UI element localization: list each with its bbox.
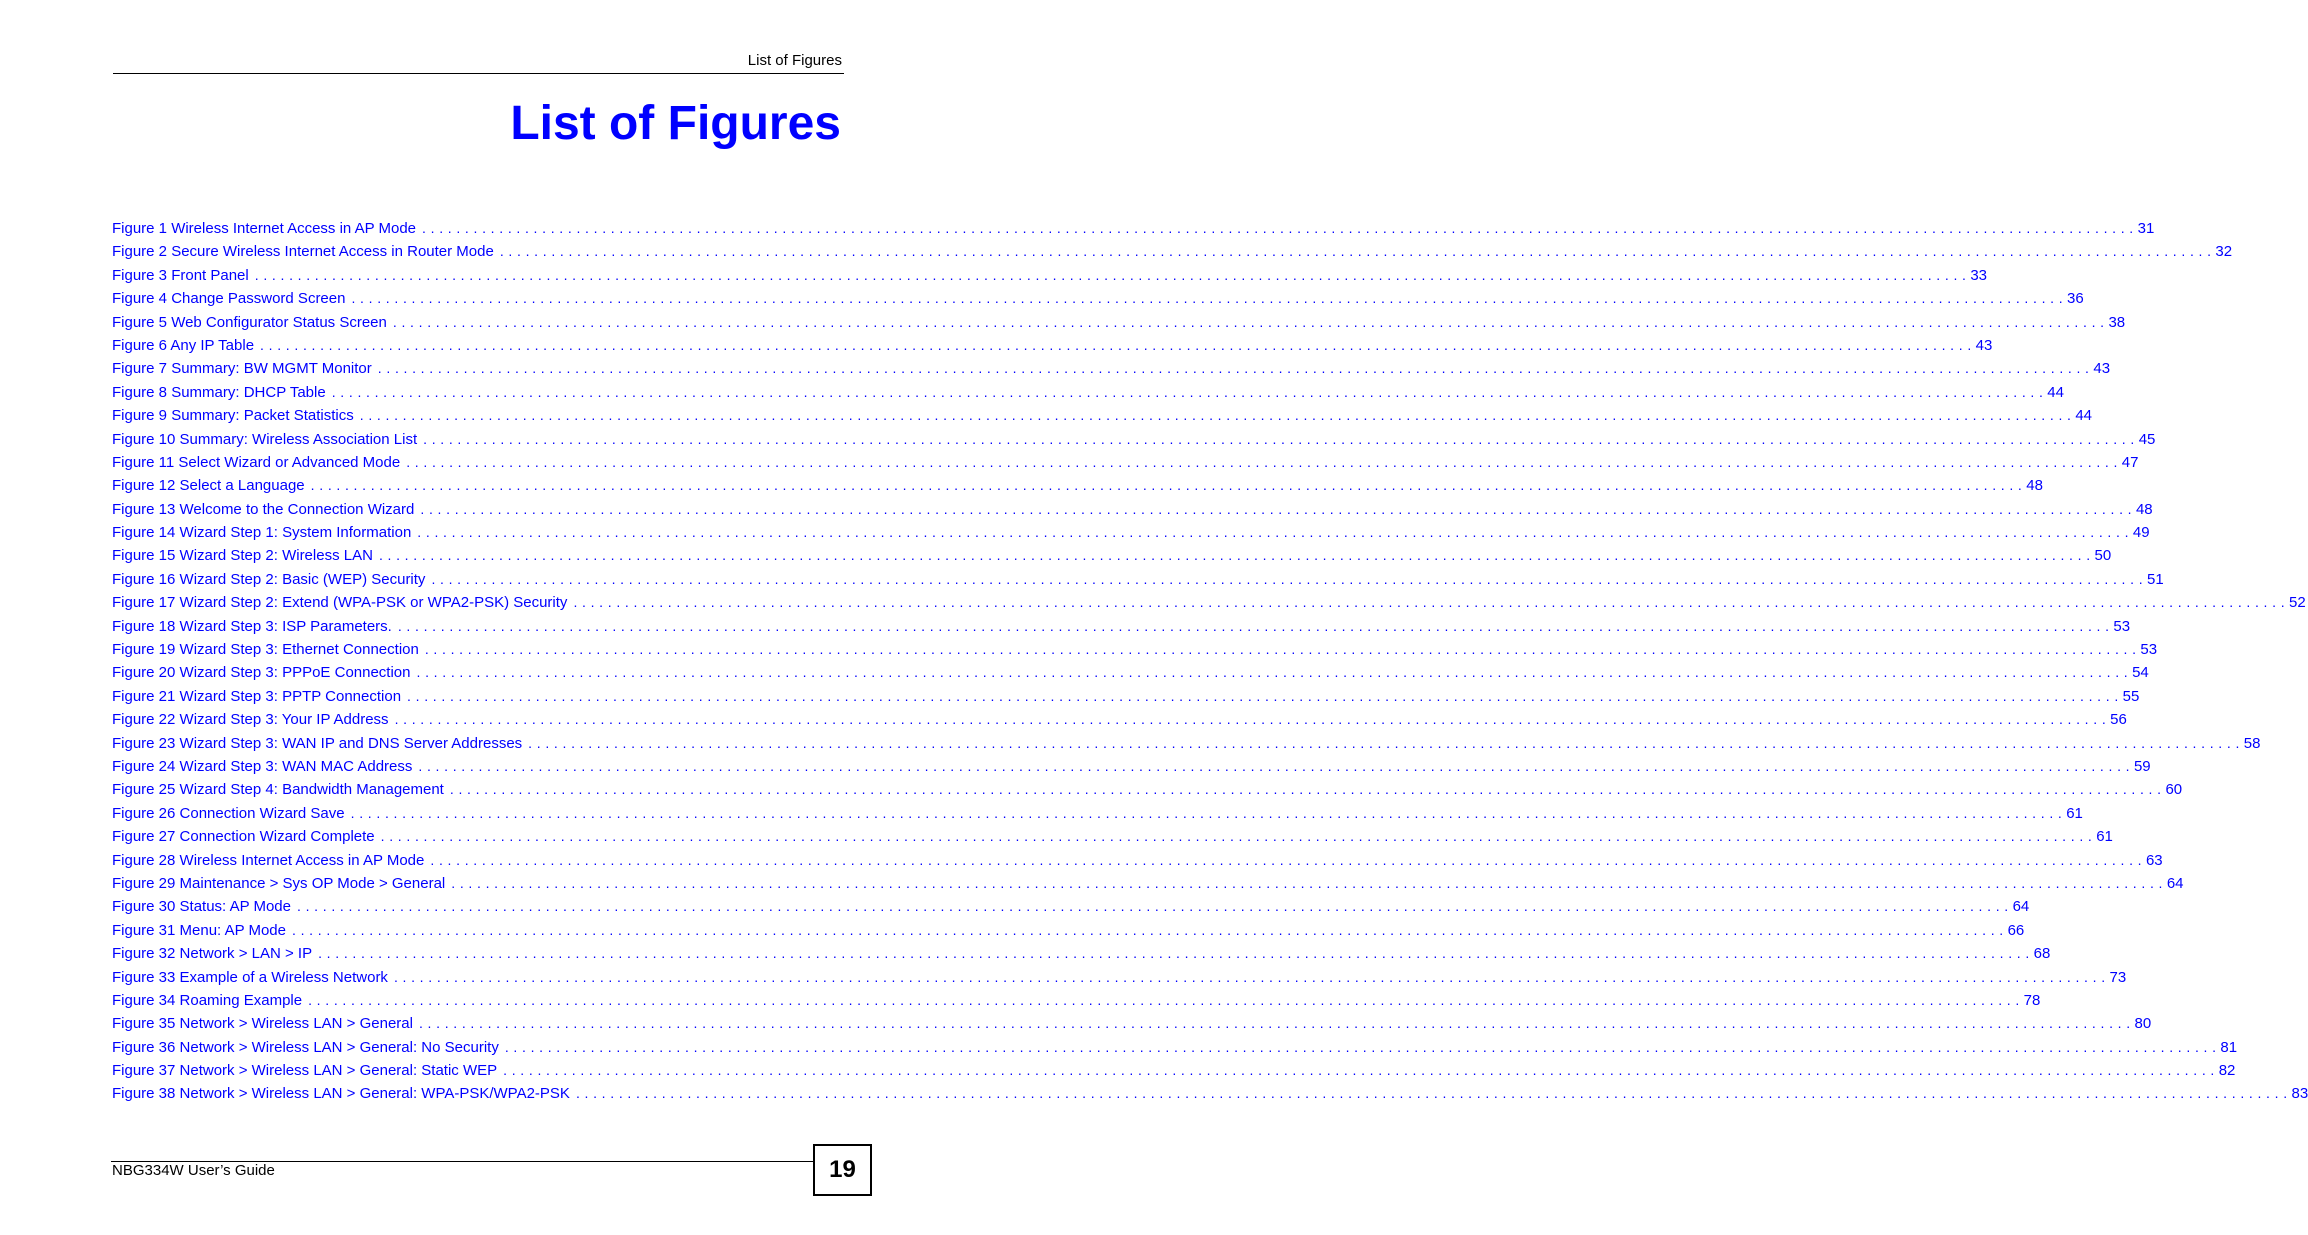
dot-leader: . . . . . . . . . . . . . . . . . . . . . . . . . . . . . . . . . . . . . . . . . . . . . . . . . . . . . . . . . . . . . . . . . . . . . . . . . . . . . . . . . . . . . . . . . . . . . . . . . . . . . . . . . . . . . . . . . . . . . . . . . . . . . . . . . . . . . . . . . . . . . . . . . . . . . . . . . . . . . . . . . . . . . . . . . . . . . . . . . . . . . . . . . . . . . . . . . . . . . . . .: [431, 570, 2144, 587]
dot-leader: . . . . . . . . . . . . . . . . . . . . . . . . . . . . . . . . . . . . . . . . . . . . . . . . . . . . . . . . . . . . . . . . . . . . . . . . . . . . . . . . . . . . . . . . . . . . . . . . . . . . . . . . . . . . . . . . . . . . . . . . . . . . . . . . . . . . . . . . . . . . . . . . . . . . . . . . . . . . . . . . . . . . . . . . . . . . . . . . . . . . . . . . . . . . . . . . . . . . . . . .: [418, 1015, 2131, 1032]
dot-leader: . . . . . . . . . . . . . . . . . . . . . . . . . . . . . . . . . . . . . . . . . . . . . . . . . . . . . . . . . . . . . . . . . . . . . . . . . . . . . . . . . . . . . . . . . . . . . . . . . . . . . . . . . . . . . . . . . . . . . . . . . . . . . . . . . . . . . . . . . . . . . . . . . . . . . . . . . . . . . . . . . . . . . . . . . . . . . . . . . . . . . . . . . . . . . . . . . . . . . . . .: [423, 430, 2135, 447]
figure-title-link[interactable]: Figure 7 Summary: BW MGMT Monitor: [112, 360, 372, 378]
figure-title-link[interactable]: Figure 5 Web Configurator Status Screen: [112, 313, 387, 331]
figure-list-item[interactable]: [112, 850, 2163, 873]
dot-leader: . . . . . . . . . . . . . . . . . . . . . . . . . . . . . . . . . . . . . . . . . . . . . . . . . . . . . . . . . . . . . . . . . . . . . . . . . . . . . . . . . . . . . . . . . . . . . . . . . . . . . . . . . . . . . . . . . . . . . . . . . . . . . . . . . . . . . . . . . . . . . . . . . . . . . . . . . . . . . . . . . . . . . . . . . . . . . . . . . . . . . . . . . . . . . . . . . . . . . . . .: [292, 921, 2004, 938]
figure-list-item[interactable]: [112, 1013, 2152, 1036]
figure-title-link[interactable]: Figure 29 Maintenance > Sys OP Mode > General: [112, 874, 446, 892]
figure-list-item[interactable]: [112, 288, 2084, 311]
figure-list-item[interactable]: [112, 639, 2158, 662]
figure-title-link[interactable]: Figure 15 Wizard Step 2: Wireless LAN: [112, 547, 373, 565]
figure-title-link[interactable]: Figure 19 Wizard Step 3: Ethernet Connection: [112, 641, 419, 659]
figure-title-link[interactable]: Figure 4 Change Password Screen: [112, 290, 346, 308]
figure-list-item[interactable]: [112, 756, 2151, 779]
figure-list-item[interactable]: [112, 896, 2030, 919]
figure-title-link[interactable]: Figure 32 Network > LAN > IP: [112, 945, 313, 963]
figure-list-item[interactable]: [112, 967, 2127, 990]
figure-page-number[interactable]: 43: [1975, 336, 1993, 354]
dot-leader: . . . . . . . . . . . . . . . . . . . . . . . . . . . . . . . . . . . . . . . . . . . . . . . . . . . . . . . . . . . . . . . . . . . . . . . . . . . . . . . . . . . . . . . . . . . . . . . . . . . . . . . . . . . . . . . . . . . . . . . . . . . . . . . . . . . . . . . . . . . . . . . . . . . . . . . . . . . . . . . . . . . . . . . . . . . . . . . . . . . . . . . . . . . . . . . . . . . . . . . .: [359, 407, 2072, 424]
figure-page-number[interactable]: 61: [2096, 828, 2113, 846]
figure-title-link[interactable]: Figure 6 Any IP Table: [112, 336, 255, 354]
dot-leader: . . . . . . . . . . . . . . . . . . . . . . . . . . . . . . . . . . . . . . . . . . . . . . . . . . . . . . . . . . . . . . . . . . . . . . . . . . . . . . . . . . . . . . . . . . . . . . . . . . . . . . . . . . . . . . . . . . . . . . . . . . . . . . . . . . . . . . . . . . . . . . . . . . . . . . . . . . . . . . . . . . . . . . . . . . . . . . . . . . . . . . . . . . . . . . . . . . . . . . . .: [380, 828, 2093, 845]
dot-leader: . . . . . . . . . . . . . . . . . . . . . . . . . . . . . . . . . . . . . . . . . . . . . . . . . . . . . . . . . . . . . . . . . . . . . . . . . . . . . . . . . . . . . . . . . . . . . . . . . . . . . . . . . . . . . . . . . . . . . . . . . . . . . . . . . . . . . . . . . . . . . . . . . . . . . . . . . . . . . . . . . . . . . . . . . . . . . . . . . . . . . . . . . . . . . . . . . . . . . . . .: [377, 360, 2090, 377]
dot-leader: . . . . . . . . . . . . . . . . . . . . . . . . . . . . . . . . . . . . . . . . . . . . . . . . . . . . . . . . . . . . . . . . . . . . . . . . . . . . . . . . . . . . . . . . . . . . . . . . . . . . . . . . . . . . . . . . . . . . . . . . . . . . . . . . . . . . . . . . . . . . . . . . . . . . . . . . . . . . . . . . . . . . . . . . . . . . . . . . . . . . . . . . . . . . . . . . . . . . . . . .: [573, 594, 2286, 611]
figure-list-item[interactable]: [112, 382, 2064, 405]
figure-title-link[interactable]: Figure 21 Wizard Step 3: PPTP Connection: [112, 687, 402, 705]
figure-title-link[interactable]: Figure 26 Connection Wizard Save: [112, 804, 345, 822]
page-number-box: [813, 1144, 872, 1196]
figure-title-link[interactable]: Figure 18 Wizard Step 3: ISP Parameters.: [112, 617, 392, 635]
dot-leader: . . . . . . . . . . . . . . . . . . . . . . . . . . . . . . . . . . . . . . . . . . . . . . . . . . . . . . . . . . . . . . . . . . . . . . . . . . . . . . . . . . . . . . . . . . . . . . . . . . . . . . . . . . . . . . . . . . . . . . . . . . . . . . . . . . . . . . . . . . . . . . . . . . . . . . . . . . . . . . . . . . . . . . . . . . . . . . . . . . . . . . . . . . . . . . . . . . . . . . . .: [417, 524, 2129, 541]
figure-title-link[interactable]: Figure 22 Wizard Step 3: Your IP Address: [112, 711, 389, 729]
figure-title-link[interactable]: Figure 11 Select Wizard or Advanced Mode: [112, 453, 401, 471]
dot-leader: . . . . . . . . . . . . . . . . . . . . . . . . . . . . . . . . . . . . . . . . . . . . . . . . . . . . . . . . . . . . . . . . . . . . . . . . . . . . . . . . . . . . . . . . . . . . . . . . . . . . . . . . . . . . . . . . . . . . . . . . . . . . . . . . . . . . . . . . . . . . . . . . . . . . . . . . . . . . . . . . . . . . . . . . . . . . . . . . . . . . . . . . . . . . . . . . . . . . . . . .: [394, 711, 2107, 728]
page-title: List of Figures: [510, 97, 841, 150]
figure-page-number[interactable]: 56: [2110, 711, 2127, 729]
figure-page-number[interactable]: 54: [2132, 664, 2149, 682]
figure-title-link[interactable]: Figure 3 Front Panel: [112, 266, 249, 284]
figure-list-item[interactable]: [112, 218, 2155, 241]
figure-title-link[interactable]: Figure 38 Network > Wireless LAN > General: WPA-PSK/WPA2-PSK: [112, 1085, 570, 1103]
figure-page-number[interactable]: 36: [2067, 290, 2084, 308]
figure-title-link[interactable]: Figure 12 Select a Language: [112, 477, 305, 495]
figure-list-item[interactable]: [112, 733, 2261, 756]
figure-list-item[interactable]: [112, 779, 2183, 802]
dot-leader: . . . . . . . . . . . . . . . . . . . . . . . . . . . . . . . . . . . . . . . . . . . . . . . . . . . . . . . . . . . . . . . . . . . . . . . . . . . . . . . . . . . . . . . . . . . . . . . . . . . . . . . . . . . . . . . . . . . . . . . . . . . . . . . . . . . . . . . . . . . . . . . . . . . . . . . . . . . . . . . . . . . . . . . . . . . . . . . . . . . . . . . . . . . . . . . . . . . . . . . .: [350, 804, 2063, 821]
figure-list-item[interactable]: [112, 545, 2112, 568]
figure-title-link[interactable]: Figure 16 Wizard Step 2: Basic (WEP) Security: [112, 570, 426, 588]
dot-leader: . . . . . . . . . . . . . . . . . . . . . . . . . . . . . . . . . . . . . . . . . . . . . . . . . . . . . . . . . . . . . . . . . . . . . . . . . . . . . . . . . . . . . . . . . . . . . . . . . . . . . . . . . . . . . . . . . . . . . . . . . . . . . . . . . . . . . . . . . . . . . . . . . . . . . . . . . . . . . . . . . . . . . . . . . . . . . . . . . . . . . . . . . . . . . . . . . . . . . . . .: [254, 266, 1967, 283]
figure-page-number[interactable]: 64: [2012, 898, 2030, 916]
figure-list-item[interactable]: [112, 569, 2164, 592]
figure-page-number[interactable]: 83: [2291, 1085, 2308, 1103]
figure-list-item[interactable]: [112, 358, 2111, 381]
figure-list-item[interactable]: [112, 452, 2139, 475]
figure-page-number[interactable]: 55: [2122, 687, 2140, 705]
dot-leader: . . . . . . . . . . . . . . . . . . . . . . . . . . . . . . . . . . . . . . . . . . . . . . . . . . . . . . . . . . . . . . . . . . . . . . . . . . . . . . . . . . . . . . . . . . . . . . . . . . . . . . . . . . . . . . . . . . . . . . . . . . . . . . . . . . . . . . . . . . . . . . . . . . . . . . . . . . . . . . . . . . . . . . . . . . . . . . . . . . . . . . . . . . . . . . . . . . . . . . . .: [499, 243, 2212, 260]
dot-leader: . . . . . . . . . . . . . . . . . . . . . . . . . . . . . . . . . . . . . . . . . . . . . . . . . . . . . . . . . . . . . . . . . . . . . . . . . . . . . . . . . . . . . . . . . . . . . . . . . . . . . . . . . . . . . . . . . . . . . . . . . . . . . . . . . . . . . . . . . . . . . . . . . . . . . . . . . . . . . . . . . . . . . . . . . . . . . . . . . . . . . . . . . . . . . . . . . . . . . . . .: [397, 617, 2110, 634]
figure-page-number[interactable]: 44: [2047, 383, 2064, 401]
figure-list-item[interactable]: [112, 686, 2140, 709]
dot-leader: . . . . . . . . . . . . . . . . . . . . . . . . . . . . . . . . . . . . . . . . . . . . . . . . . . . . . . . . . . . . . . . . . . . . . . . . . . . . . . . . . . . . . . . . . . . . . . . . . . . . . . . . . . . . . . . . . . . . . . . . . . . . . . . . . . . . . . . . . . . . . . . . . . . . . . . . . . . . . . . . . . . . . . . . . . . . . . . . . . . . . . . . . . . . . . . . . . . . . . . .: [351, 290, 2064, 307]
figure-title-link[interactable]: Figure 33 Example of a Wireless Network: [112, 968, 388, 986]
dot-leader: . . . . . . . . . . . . . . . . . . . . . . . . . . . . . . . . . . . . . . . . . . . . . . . . . . . . . . . . . . . . . . . . . . . . . . . . . . . . . . . . . . . . . . . . . . . . . . . . . . . . . . . . . . . . . . . . . . . . . . . . . . . . . . . . . . . . . . . . . . . . . . . . . . . . . . . . . . . . . . . . . . . . . . . . . . . . . . . . . . . . . . . . . . . . . . . . . . . . . . . .: [424, 641, 2137, 658]
figure-page-number[interactable]: 66: [2007, 921, 2025, 939]
figure-page-number[interactable]: 81: [2220, 1038, 2238, 1056]
dot-leader: . . . . . . . . . . . . . . . . . . . . . . . . . . . . . . . . . . . . . . . . . . . . . . . . . . . . . . . . . . . . . . . . . . . . . . . . . . . . . . . . . . . . . . . . . . . . . . . . . . . . . . . . . . . . . . . . . . . . . . . . . . . . . . . . . . . . . . . . . . . . . . . . . . . . . . . . . . . . . . . . . . . . . . . . . . . . . . . . . . . . . . . . . . . . . . . . . . . . . . . .: [260, 336, 1972, 353]
figure-page-number[interactable]: 63: [2145, 851, 2163, 869]
page-number: 19: [829, 1156, 856, 1183]
dot-leader: . . . . . . . . . . . . . . . . . . . . . . . . . . . . . . . . . . . . . . . . . . . . . . . . . . . . . . . . . . . . . . . . . . . . . . . . . . . . . . . . . . . . . . . . . . . . . . . . . . . . . . . . . . . . . . . . . . . . . . . . . . . . . . . . . . . . . . . . . . . . . . . . . . . . . . . . . . . . . . . . . . . . . . . . . . . . . . . . . . . . . . . . . . . . . . . . . . . . . . . .: [393, 968, 2106, 985]
dot-leader: . . . . . . . . . . . . . . . . . . . . . . . . . . . . . . . . . . . . . . . . . . . . . . . . . . . . . . . . . . . . . . . . . . . . . . . . . . . . . . . . . . . . . . . . . . . . . . . . . . . . . . . . . . . . . . . . . . . . . . . . . . . . . . . . . . . . . . . . . . . . . . . . . . . . . . . . . . . . . . . . . . . . . . . . . . . . . . . . . . . . . . . . . . . . . . . . . . . . . . . .: [310, 477, 2023, 494]
figure-list-item[interactable]: [112, 803, 2083, 826]
dot-leader: . . . . . . . . . . . . . . . . . . . . . . . . . . . . . . . . . . . . . . . . . . . . . . . . . . . . . . . . . . . . . . . . . . . . . . . . . . . . . . . . . . . . . . . . . . . . . . . . . . . . . . . . . . . . . . . . . . . . . . . . . . . . . . . . . . . . . . . . . . . . . . . . . . . . . . . . . . . . . . . . . . . . . . . . . . . . . . . . . . . . . . . . . . . . . . . . . . . . . . . .: [449, 781, 2162, 798]
figure-list-item[interactable]: [112, 522, 2150, 545]
figure-title-link[interactable]: Figure 31 Menu: AP Mode: [112, 921, 286, 939]
figure-list-item[interactable]: [112, 920, 2025, 943]
figure-list-item[interactable]: [112, 312, 2126, 335]
figure-page-number[interactable]: 48: [2135, 500, 2153, 518]
figure-page-number[interactable]: 48: [2026, 477, 2043, 495]
figure-list-item[interactable]: [112, 709, 2127, 732]
figure-list-item[interactable]: [112, 335, 1993, 358]
figure-list-item[interactable]: [112, 873, 2184, 896]
figure-title-link[interactable]: Figure 10 Summary: Wireless Association List: [112, 430, 418, 448]
figure-title-link[interactable]: Figure 28 Wireless Internet Access in AP Mode: [112, 851, 425, 869]
figure-page-number[interactable]: 60: [2165, 781, 2183, 799]
figure-page-number[interactable]: 82: [2218, 1062, 2236, 1080]
figure-title-link[interactable]: Figure 36 Network > Wireless LAN > General: No Security: [112, 1038, 499, 1056]
figure-list-item[interactable]: [112, 826, 2113, 849]
figure-page-number[interactable]: 51: [2147, 570, 2164, 588]
figure-page-number[interactable]: 33: [1970, 266, 1988, 284]
dot-leader: . . . . . . . . . . . . . . . . . . . . . . . . . . . . . . . . . . . . . . . . . . . . . . . . . . . . . . . . . . . . . . . . . . . . . . . . . . . . . . . . . . . . . . . . . . . . . . . . . . . . . . . . . . . . . . . . . . . . . . . . . . . . . . . . . . . . . . . . . . . . . . . . . . . . . . . . . . . . . . . . . . . . . . . . . . . . . . . . . . . . . . . . . . . . . . . . . . . . . . . .: [422, 220, 2134, 236]
figure-title-link[interactable]: Figure 17 Wizard Step 2: Extend (WPA-PSK or WPA2-PSK) Security: [112, 594, 568, 612]
figure-title-link[interactable]: Figure 9 Summary: Packet Statistics: [112, 407, 354, 425]
figure-page-number[interactable]: 43: [2093, 360, 2111, 378]
footer-guide-name: NBG334W User’s Guide: [112, 1162, 275, 1179]
figure-list-item[interactable]: [112, 1083, 2308, 1106]
figure-list-item[interactable]: [112, 265, 1988, 288]
figure-title-link[interactable]: Figure 23 Wizard Step 3: WAN IP and DNS Server Addresses: [112, 734, 523, 752]
figure-page-number[interactable]: 44: [2075, 407, 2093, 425]
figure-list: [112, 218, 2308, 1107]
figure-title-link[interactable]: Figure 20 Wizard Step 3: PPPoE Connection: [112, 664, 411, 682]
figure-page-number[interactable]: 73: [2109, 968, 2127, 986]
figure-title-link[interactable]: Figure 13 Welcome to the Connection Wizard: [112, 500, 415, 518]
dot-leader: . . . . . . . . . . . . . . . . . . . . . . . . . . . . . . . . . . . . . . . . . . . . . . . . . . . . . . . . . . . . . . . . . . . . . . . . . . . . . . . . . . . . . . . . . . . . . . . . . . . . . . . . . . . . . . . . . . . . . . . . . . . . . . . . . . . . . . . . . . . . . . . . . . . . . . . . . . . . . . . . . . . . . . . . . . . . . . . . . . . . . . . . . . . . . . . . . . . . . . . .: [430, 851, 2142, 868]
figure-list-item[interactable]: [112, 499, 2153, 522]
figure-title-link[interactable]: Figure 35 Network > Wireless LAN > General: [112, 1015, 413, 1033]
figure-list-item[interactable]: [112, 943, 2051, 966]
figure-page-number[interactable]: 64: [2166, 874, 2184, 892]
dot-leader: . . . . . . . . . . . . . . . . . . . . . . . . . . . . . . . . . . . . . . . . . . . . . . . . . . . . . . . . . . . . . . . . . . . . . . . . . . . . . . . . . . . . . . . . . . . . . . . . . . . . . . . . . . . . . . . . . . . . . . . . . . . . . . . . . . . . . . . . . . . . . . . . . . . . . . . . . . . . . . . . . . . . . . . . . . . . . . . . . . . . . . . . . . . . . . . . . . . . . . . .: [575, 1085, 2288, 1102]
figure-title-link[interactable]: Figure 34 Roaming Example: [112, 991, 303, 1009]
figure-page-number[interactable]: 61: [2066, 804, 2083, 822]
dot-leader: . . . . . . . . . . . . . . . . . . . . . . . . . . . . . . . . . . . . . . . . . . . . . . . . . . . . . . . . . . . . . . . . . . . . . . . . . . . . . . . . . . . . . . . . . . . . . . . . . . . . . . . . . . . . . . . . . . . . . . . . . . . . . . . . . . . . . . . . . . . . . . . . . . . . . . . . . . . . . . . . . . . . . . . . . . . . . . . . . . . . . . . . . . . . . . . . . . . . . . . .: [308, 991, 2020, 1008]
dot-leader: . . . . . . . . . . . . . . . . . . . . . . . . . . . . . . . . . . . . . . . . . . . . . . . . . . . . . . . . . . . . . . . . . . . . . . . . . . . . . . . . . . . . . . . . . . . . . . . . . . . . . . . . . . . . . . . . . . . . . . . . . . . . . . . . . . . . . . . . . . . . . . . . . . . . . . . . . . . . . . . . . . . . . . . . . . . . . . . . . . . . . . . . . . . . . . . . . . . . . . . .: [407, 687, 2119, 704]
figure-title-link[interactable]: Figure 25 Wizard Step 4: Bandwidth Management: [112, 781, 444, 799]
figure-page-number[interactable]: 49: [2132, 524, 2150, 542]
figure-title-link[interactable]: Figure 27 Connection Wizard Complete: [112, 828, 375, 846]
dot-leader: . . . . . . . . . . . . . . . . . . . . . . . . . . . . . . . . . . . . . . . . . . . . . . . . . . . . . . . . . . . . . . . . . . . . . . . . . . . . . . . . . . . . . . . . . . . . . . . . . . . . . . . . . . . . . . . . . . . . . . . . . . . . . . . . . . . . . . . . . . . . . . . . . . . . . . . . . . . . . . . . . . . . . . . . . . . . . . . . . . . . . . . . . . . . . . . . . . . . . . . .: [451, 874, 2163, 891]
figure-list-item[interactable]: [112, 662, 2149, 685]
figure-page-number[interactable]: 78: [2023, 991, 2041, 1009]
figure-title-link[interactable]: Figure 14 Wizard Step 1: System Information: [112, 524, 412, 542]
figure-page-number[interactable]: 47: [2121, 453, 2139, 471]
dot-leader: . . . . . . . . . . . . . . . . . . . . . . . . . . . . . . . . . . . . . . . . . . . . . . . . . . . . . . . . . . . . . . . . . . . . . . . . . . . . . . . . . . . . . . . . . . . . . . . . . . . . . . . . . . . . . . . . . . . . . . . . . . . . . . . . . . . . . . . . . . . . . . . . . . . . . . . . . . . . . . . . . . . . . . . . . . . . . . . . . . . . . . . . . . . . . . . . . . . . . . . .: [331, 383, 2044, 400]
dot-leader: . . . . . . . . . . . . . . . . . . . . . . . . . . . . . . . . . . . . . . . . . . . . . . . . . . . . . . . . . . . . . . . . . . . . . . . . . . . . . . . . . . . . . . . . . . . . . . . . . . . . . . . . . . . . . . . . . . . . . . . . . . . . . . . . . . . . . . . . . . . . . . . . . . . . . . . . . . . . . . . . . . . . . . . . . . . . . . . . . . . . . . . . . . . . . . . . . . . . . . . .: [528, 734, 2240, 751]
figure-page-number[interactable]: 68: [2033, 945, 2051, 963]
dot-leader: . . . . . . . . . . . . . . . . . . . . . . . . . . . . . . . . . . . . . . . . . . . . . . . . . . . . . . . . . . . . . . . . . . . . . . . . . . . . . . . . . . . . . . . . . . . . . . . . . . . . . . . . . . . . . . . . . . . . . . . . . . . . . . . . . . . . . . . . . . . . . . . . . . . . . . . . . . . . . . . . . . . . . . . . . . . . . . . . . . . . . . . . . . . . . . . . . . . . . . . .: [504, 1038, 2217, 1055]
dot-leader: . . . . . . . . . . . . . . . . . . . . . . . . . . . . . . . . . . . . . . . . . . . . . . . . . . . . . . . . . . . . . . . . . . . . . . . . . . . . . . . . . . . . . . . . . . . . . . . . . . . . . . . . . . . . . . . . . . . . . . . . . . . . . . . . . . . . . . . . . . . . . . . . . . . . . . . . . . . . . . . . . . . . . . . . . . . . . . . . . . . . . . . . . . . . . . . . . . . . . . . .: [297, 898, 2009, 915]
figure-list-item[interactable]: [112, 1060, 2236, 1083]
figure-page-number[interactable]: 45: [2138, 430, 2156, 448]
figure-title-link[interactable]: Figure 8 Summary: DHCP Table: [112, 383, 326, 401]
figure-page-number[interactable]: 59: [2133, 757, 2151, 775]
figure-title-link[interactable]: Figure 37 Network > Wireless LAN > General: Static WEP: [112, 1062, 498, 1080]
running-head: List of Figures: [747, 52, 842, 69]
figure-page-number[interactable]: 52: [2289, 594, 2306, 612]
figure-page-number[interactable]: 80: [2134, 1015, 2152, 1033]
figure-title-link[interactable]: Figure 24 Wizard Step 3: WAN MAC Address: [112, 757, 413, 775]
figure-page-number[interactable]: 58: [2243, 734, 2261, 752]
figure-list-item[interactable]: [112, 592, 2306, 615]
header-rule: [113, 73, 844, 74]
figure-page-number[interactable]: 38: [2108, 313, 2126, 331]
figure-list-item[interactable]: [112, 241, 2233, 264]
figure-list-item[interactable]: [112, 616, 2131, 639]
figure-page-number[interactable]: 53: [2140, 641, 2158, 659]
figure-list-item[interactable]: [112, 1037, 2238, 1060]
figure-page-number[interactable]: 50: [2094, 547, 2112, 565]
dot-leader: . . . . . . . . . . . . . . . . . . . . . . . . . . . . . . . . . . . . . . . . . . . . . . . . . . . . . . . . . . . . . . . . . . . . . . . . . . . . . . . . . . . . . . . . . . . . . . . . . . . . . . . . . . . . . . . . . . . . . . . . . . . . . . . . . . . . . . . . . . . . . . . . . . . . . . . . . . . . . . . . . . . . . . . . . . . . . . . . . . . . . . . . . . . . . . . . . . . . . . . .: [416, 664, 2129, 681]
dot-leader: . . . . . . . . . . . . . . . . . . . . . . . . . . . . . . . . . . . . . . . . . . . . . . . . . . . . . . . . . . . . . . . . . . . . . . . . . . . . . . . . . . . . . . . . . . . . . . . . . . . . . . . . . . . . . . . . . . . . . . . . . . . . . . . . . . . . . . . . . . . . . . . . . . . . . . . . . . . . . . . . . . . . . . . . . . . . . . . . . . . . . . . . . . . . . . . . . . . . . . . .: [378, 547, 2091, 564]
dot-leader: . . . . . . . . . . . . . . . . . . . . . . . . . . . . . . . . . . . . . . . . . . . . . . . . . . . . . . . . . . . . . . . . . . . . . . . . . . . . . . . . . . . . . . . . . . . . . . . . . . . . . . . . . . . . . . . . . . . . . . . . . . . . . . . . . . . . . . . . . . . . . . . . . . . . . . . . . . . . . . . . . . . . . . . . . . . . . . . . . . . . . . . . . . . . . . . . . . . . . . . .: [420, 500, 2132, 517]
dot-leader: . . . . . . . . . . . . . . . . . . . . . . . . . . . . . . . . . . . . . . . . . . . . . . . . . . . . . . . . . . . . . . . . . . . . . . . . . . . . . . . . . . . . . . . . . . . . . . . . . . . . . . . . . . . . . . . . . . . . . . . . . . . . . . . . . . . . . . . . . . . . . . . . . . . . . . . . . . . . . . . . . . . . . . . . . . . . . . . . . . . . . . . . . . . . . . . . . . . . . . . .: [406, 453, 2118, 470]
figure-list-item[interactable]: [112, 475, 2043, 498]
figure-title-link[interactable]: Figure 2 Secure Wireless Internet Access in Router Mode: [112, 243, 494, 261]
dot-leader: . . . . . . . . . . . . . . . . . . . . . . . . . . . . . . . . . . . . . . . . . . . . . . . . . . . . . . . . . . . . . . . . . . . . . . . . . . . . . . . . . . . . . . . . . . . . . . . . . . . . . . . . . . . . . . . . . . . . . . . . . . . . . . . . . . . . . . . . . . . . . . . . . . . . . . . . . . . . . . . . . . . . . . . . . . . . . . . . . . . . . . . . . . . . . . . . . . . . . . . .: [503, 1062, 2215, 1079]
figure-title-link[interactable]: Figure 1 Wireless Internet Access in AP Mode: [112, 220, 417, 237]
figure-list-item[interactable]: [112, 990, 2041, 1013]
dot-leader: . . . . . . . . . . . . . . . . . . . . . . . . . . . . . . . . . . . . . . . . . . . . . . . . . . . . . . . . . . . . . . . . . . . . . . . . . . . . . . . . . . . . . . . . . . . . . . . . . . . . . . . . . . . . . . . . . . . . . . . . . . . . . . . . . . . . . . . . . . . . . . . . . . . . . . . . . . . . . . . . . . . . . . . . . . . . . . . . . . . . . . . . . . . . . . . . . . . . . . . .: [418, 757, 2130, 774]
figure-list-item[interactable]: [112, 429, 2156, 452]
dot-leader: . . . . . . . . . . . . . . . . . . . . . . . . . . . . . . . . . . . . . . . . . . . . . . . . . . . . . . . . . . . . . . . . . . . . . . . . . . . . . . . . . . . . . . . . . . . . . . . . . . . . . . . . . . . . . . . . . . . . . . . . . . . . . . . . . . . . . . . . . . . . . . . . . . . . . . . . . . . . . . . . . . . . . . . . . . . . . . . . . . . . . . . . . . . . . . . . . . . . . . . .: [392, 313, 2105, 330]
figure-title-link[interactable]: Figure 30 Status: AP Mode: [112, 898, 291, 916]
figure-page-number[interactable]: 31: [2137, 220, 2155, 237]
figure-page-number[interactable]: 32: [2215, 243, 2233, 261]
figure-page-number[interactable]: 53: [2113, 617, 2131, 635]
figure-list-item[interactable]: [112, 405, 2093, 428]
dot-leader: . . . . . . . . . . . . . . . . . . . . . . . . . . . . . . . . . . . . . . . . . . . . . . . . . . . . . . . . . . . . . . . . . . . . . . . . . . . . . . . . . . . . . . . . . . . . . . . . . . . . . . . . . . . . . . . . . . . . . . . . . . . . . . . . . . . . . . . . . . . . . . . . . . . . . . . . . . . . . . . . . . . . . . . . . . . . . . . . . . . . . . . . . . . . . . . . . . . . . . . .: [318, 945, 2030, 962]
